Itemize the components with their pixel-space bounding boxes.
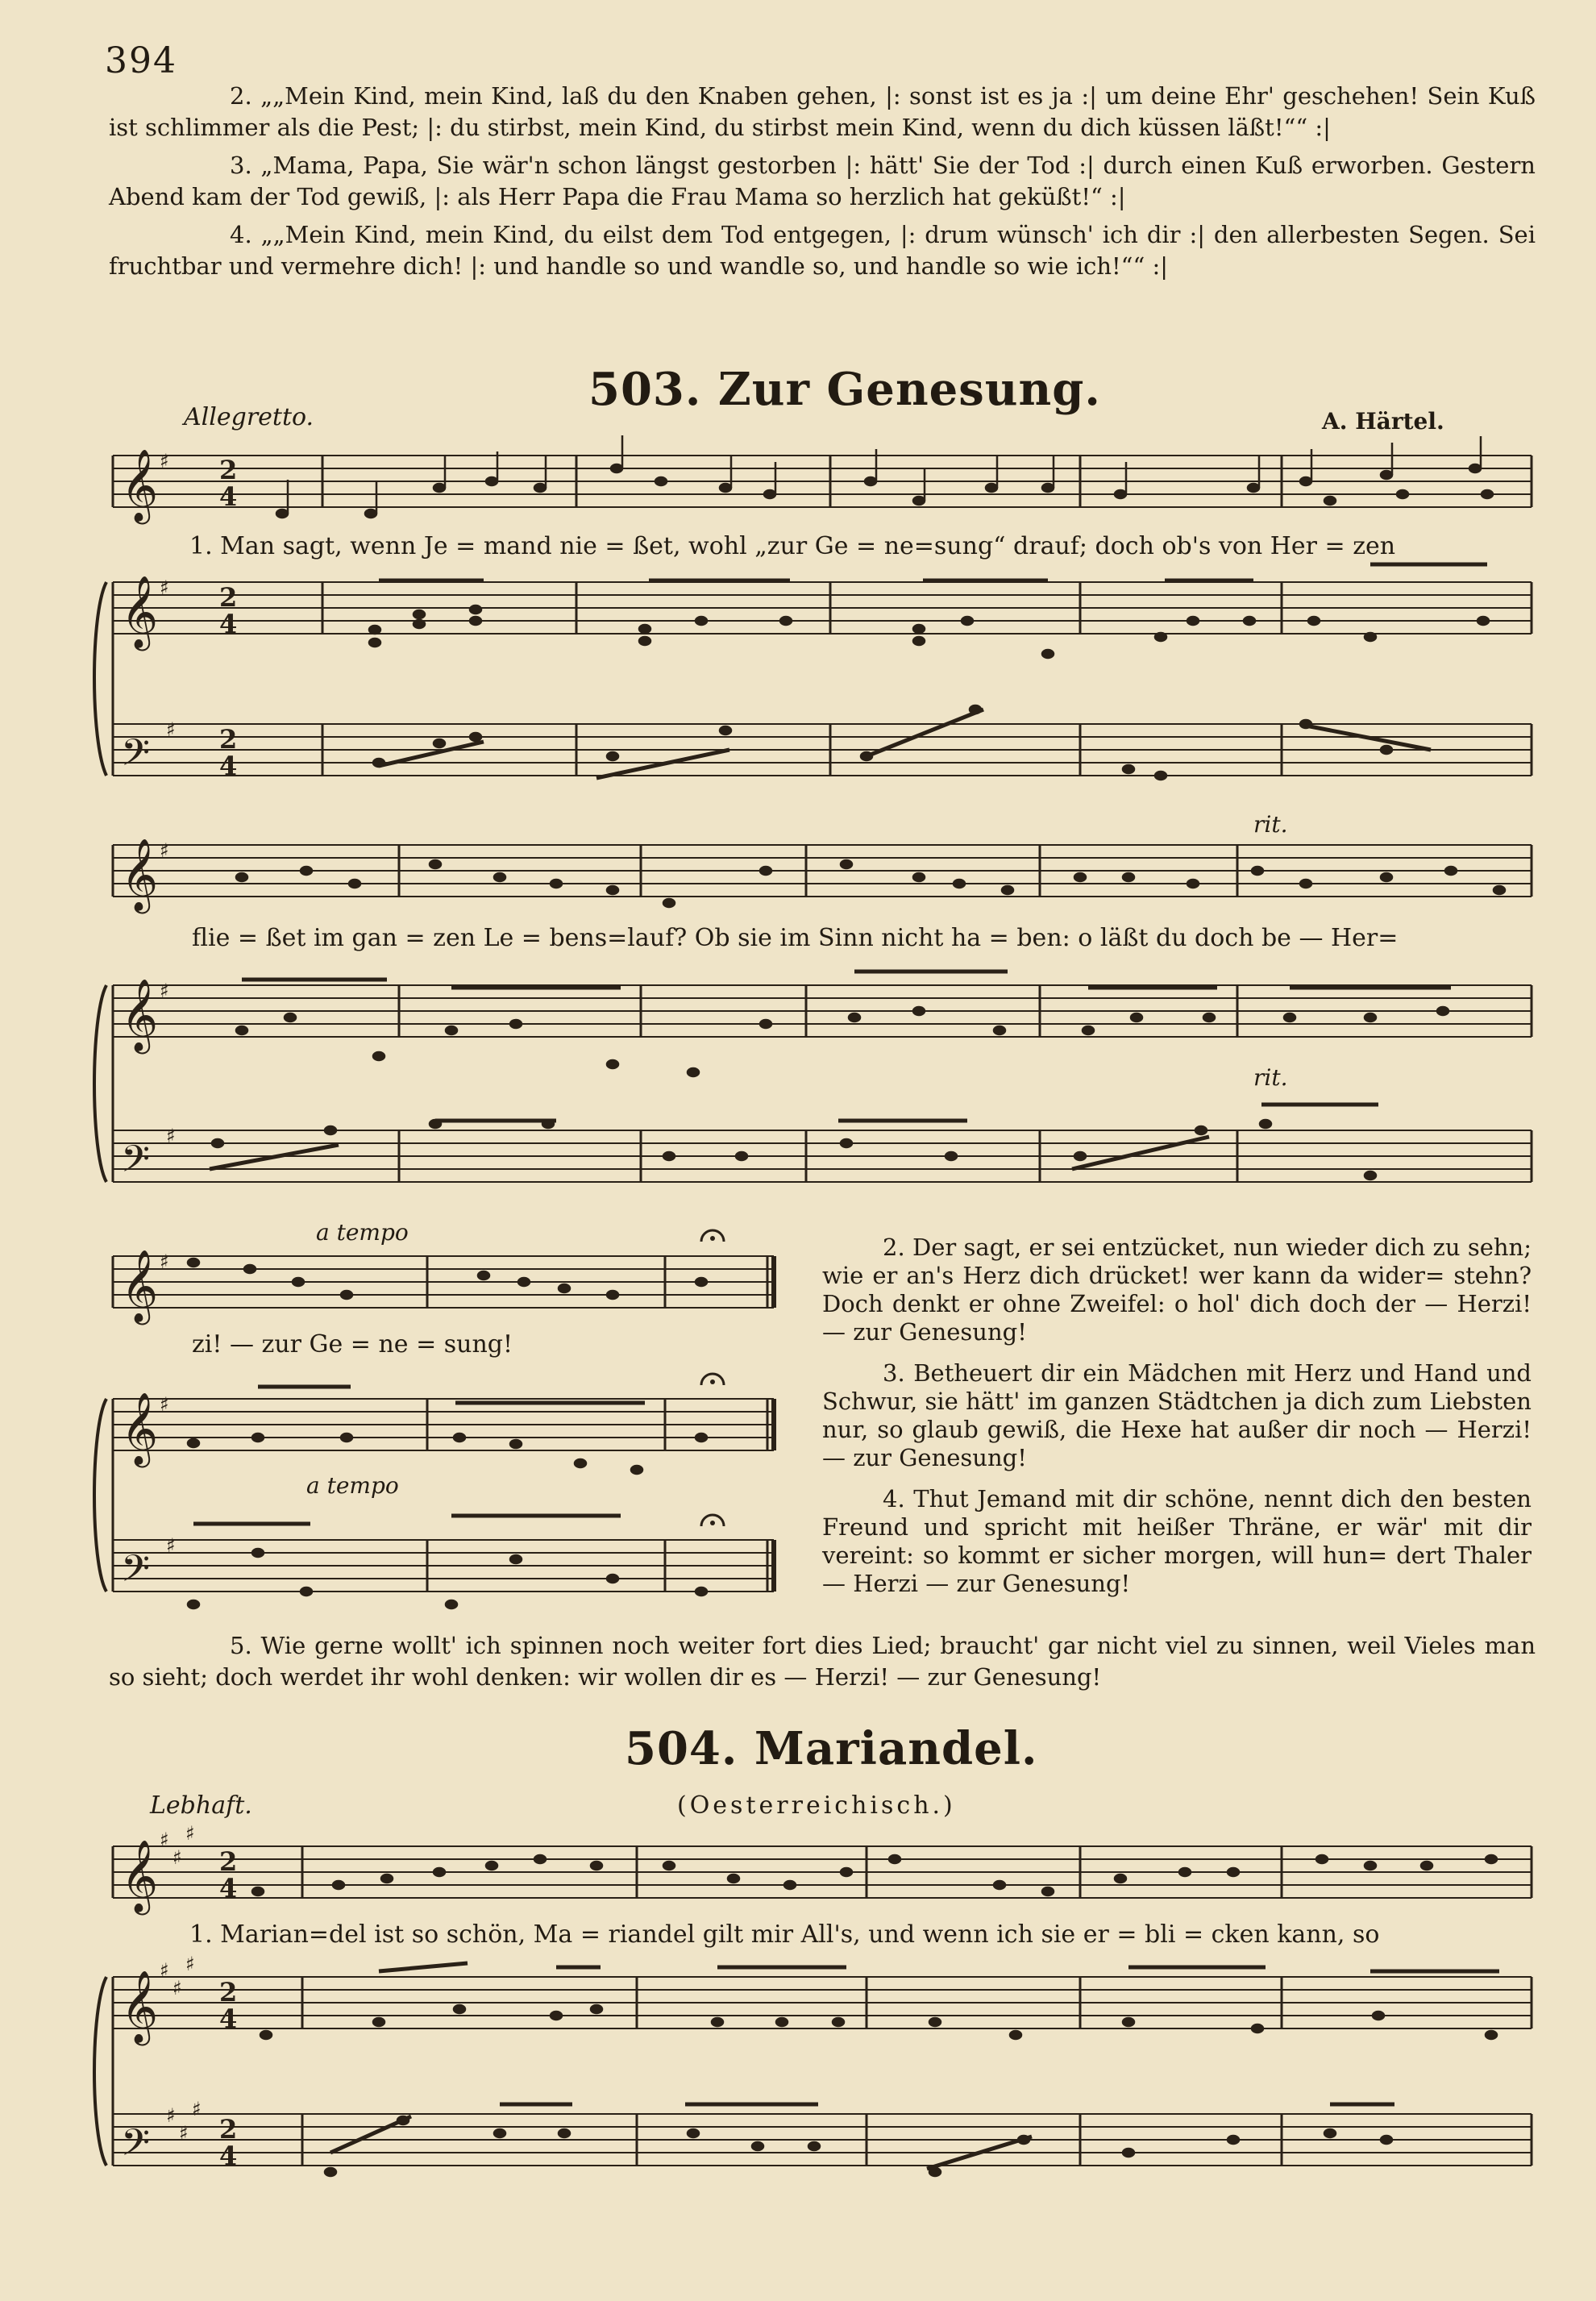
svg-text:♯: ♯ (160, 1829, 169, 1851)
a-tempo-marking-voice: a tempo (316, 1219, 409, 1246)
svg-text:2: 2 (219, 582, 238, 613)
song-503-verse-5: 5. Wie gerne wollt' ich spinnen noch weiter fort dies Lied; braucht' gar nicht viel zu sinnen, weil Vieles man so sieht; doch werdet ihr wohl denken: wir wollen dir es — Herzi! — zur Genesung! (109, 1632, 1536, 1691)
system-3-bass-staff (113, 1540, 774, 1592)
svg-text:♯: ♯ (160, 1393, 169, 1416)
system-3-treble-staff (113, 1399, 774, 1450)
svg-text:4: 4 (219, 1873, 238, 1904)
system-1-notes (276, 435, 1493, 518)
system-3-accompaniment (188, 1387, 707, 1474)
svg-text:𝄞: 𝄞 (121, 1250, 159, 1322)
svg-text:2: 2 (219, 724, 238, 755)
song-504-lyrics-line-1: 1. Marian=del ist so schön, Ma = riandel gilt mir All's, und wenn ich sie er = bli = cken kann, so (189, 1920, 1380, 1949)
svg-text:♯: ♯ (160, 450, 169, 472)
song-503-verse-3: 3. Betheuert dir ein Mädchen mit Herz und Hand und Schwur, sie hätt' im ganzen Städtchen ja dich zum Liebsten nur, so glaub gewiß, die Hexe hat außer dir noch — Herzi! — zur Genesung! (822, 1359, 1532, 1471)
song-503-verse-4: 4. Thut Jemand mit dir schöne, nennt dich den besten Freund und spricht mit heißer Thräne, er wär' mit dir vereint: so kommt er sicher morgen, will hun= dert Thaler — Herzi — zur Genesung! (822, 1485, 1532, 1597)
svg-text:4: 4 (219, 2003, 238, 2034)
prev-verse-2: 2. „„Mein Kind, mein Kind, laß du den Knaben gehen, |: sonst ist es ja :| um deine Ehr' geschehen! Sein Kuß ist schlimmer als die Pest; |: du stirbst, mein Kind, du stirbst mein Kind, wenn du dich küssen läßt!““ :| (109, 82, 1536, 141)
prev-verse-4: 4. „„Mein Kind, mein Kind, du eilst dem Tod entgegen, |: drum wünsch' ich dir :| den allerbesten Segen. Sei fruchtbar und vermehre dich! |: und handle so und wandle so, und handle so wie ich!““ :| (109, 221, 1536, 280)
svg-text:2: 2 (219, 1846, 238, 1877)
system-1-bass (373, 705, 1431, 780)
system-2-treble-staff (113, 985, 1532, 1037)
page-number: 394 (105, 40, 177, 81)
system-1-bass-staff (113, 724, 1532, 776)
svg-text:𝄞: 𝄞 (121, 449, 159, 522)
svg-text:𝄞: 𝄞 (121, 1970, 159, 2043)
svg-text:2: 2 (219, 455, 238, 485)
svg-text:♯: ♯ (160, 839, 169, 862)
svg-text:𝄢: 𝄢 (121, 2121, 151, 2174)
song-503-verse-2: 2. Der sagt, er sei entzücket, nun wieder dich zu sehn; wie er an's Herz dich drücket! wer kann da wider= stehn? Doch denkt er ohne Zweifel: o hol' dich doch der — Herzi! — zur Genesung! (822, 1234, 1532, 1346)
svg-text:♯: ♯ (166, 1534, 176, 1557)
prev-verse-3: 3. „Mama, Papa, Sie wär'n schon längst gestorben |: hätt' Sie der Tod :| durch einen Kuß erworben. Gestern Abend kam der Tod gewiß, |: als Herr Papa die Frau Mama so herzlich hat geküßt!“ :| (109, 152, 1536, 210)
song-503-lyrics-line-1: 1. Man sagt, wenn Je = mand nie = ßet, wohl „zur Ge = ne=sung“ drauf; doch ob's von Her = zen (189, 532, 1396, 560)
system-3-voice-staff (113, 1256, 774, 1308)
system-3-notes (188, 1259, 707, 1299)
svg-text:𝄞: 𝄞 (121, 1392, 159, 1465)
song-504-tempo: Lebhaft. (150, 1791, 252, 1820)
system-4-accompaniment (260, 1963, 1499, 2039)
svg-text:4: 4 (219, 609, 238, 639)
rit-marking-bass: rit. (1253, 1064, 1288, 1091)
svg-text:♯: ♯ (160, 980, 169, 1002)
svg-text:𝄞: 𝄞 (121, 576, 159, 648)
svg-text:4: 4 (219, 481, 238, 512)
system-1-accompaniment (369, 564, 1489, 658)
svg-text:♯: ♯ (192, 2098, 202, 2120)
system-2-bass-staff (113, 1130, 1532, 1182)
svg-text:♯: ♯ (160, 1250, 169, 1273)
svg-text:♯: ♯ (185, 1822, 195, 1845)
a-tempo-marking-bass: a tempo (306, 1472, 399, 1499)
system-4-bass-staff (113, 2114, 1532, 2166)
song-503-tempo: Allegretto. (184, 403, 314, 431)
song-503-composer: A. Härtel. (1322, 408, 1444, 435)
svg-text:𝄢: 𝄢 (121, 731, 151, 784)
system-1-treble-staff (113, 582, 1532, 634)
svg-text:♯: ♯ (160, 1959, 169, 1982)
system-4-treble-staff (113, 1977, 1532, 2028)
system-4-notes (252, 1855, 1497, 1895)
svg-text:♯: ♯ (160, 576, 169, 599)
system-3-bass (188, 1516, 707, 1608)
system-4-voice-staff (113, 1846, 1532, 1898)
svg-text:♯: ♯ (166, 718, 176, 741)
system-1-voice-staff (113, 456, 1532, 507)
svg-text:♯: ♯ (166, 1125, 176, 1147)
song-503-lyrics-line-2: flie = ßet im gan = zen Le = bens=lauf? Ob sie im Sinn nicht ha = ben: o läßt du doch be — Her= (192, 924, 1399, 952)
system-2-voice-staff (113, 845, 1532, 897)
song-503-title: 503. Zur Genesung. (588, 363, 1101, 416)
song-504-subtitle: (Oesterreichisch.) (677, 1791, 956, 1820)
svg-text:2: 2 (219, 1977, 238, 2008)
song-504-title: 504. Mariandel. (625, 1722, 1038, 1775)
svg-text:♯: ♯ (179, 2122, 189, 2145)
svg-text:♯: ♯ (172, 1846, 182, 1869)
svg-text:♯: ♯ (166, 2104, 176, 2127)
svg-text:♯: ♯ (172, 1977, 182, 1999)
svg-text:2: 2 (219, 2114, 238, 2145)
svg-text:♯: ♯ (185, 1953, 195, 1975)
svg-text:𝄢: 𝄢 (121, 1547, 151, 1600)
svg-text:𝄢: 𝄢 (121, 1138, 151, 1190)
rit-marking-voice: rit. (1253, 811, 1288, 838)
svg-text:4: 4 (219, 2141, 238, 2171)
svg-text:𝄞: 𝄞 (121, 979, 159, 1051)
svg-text:4: 4 (219, 751, 238, 781)
svg-text:𝄞: 𝄞 (121, 838, 159, 911)
svg-text:𝄞: 𝄞 (121, 1840, 159, 1912)
song-503-lyrics-line-3: zi! — zur Ge = ne = sung! (192, 1330, 513, 1359)
